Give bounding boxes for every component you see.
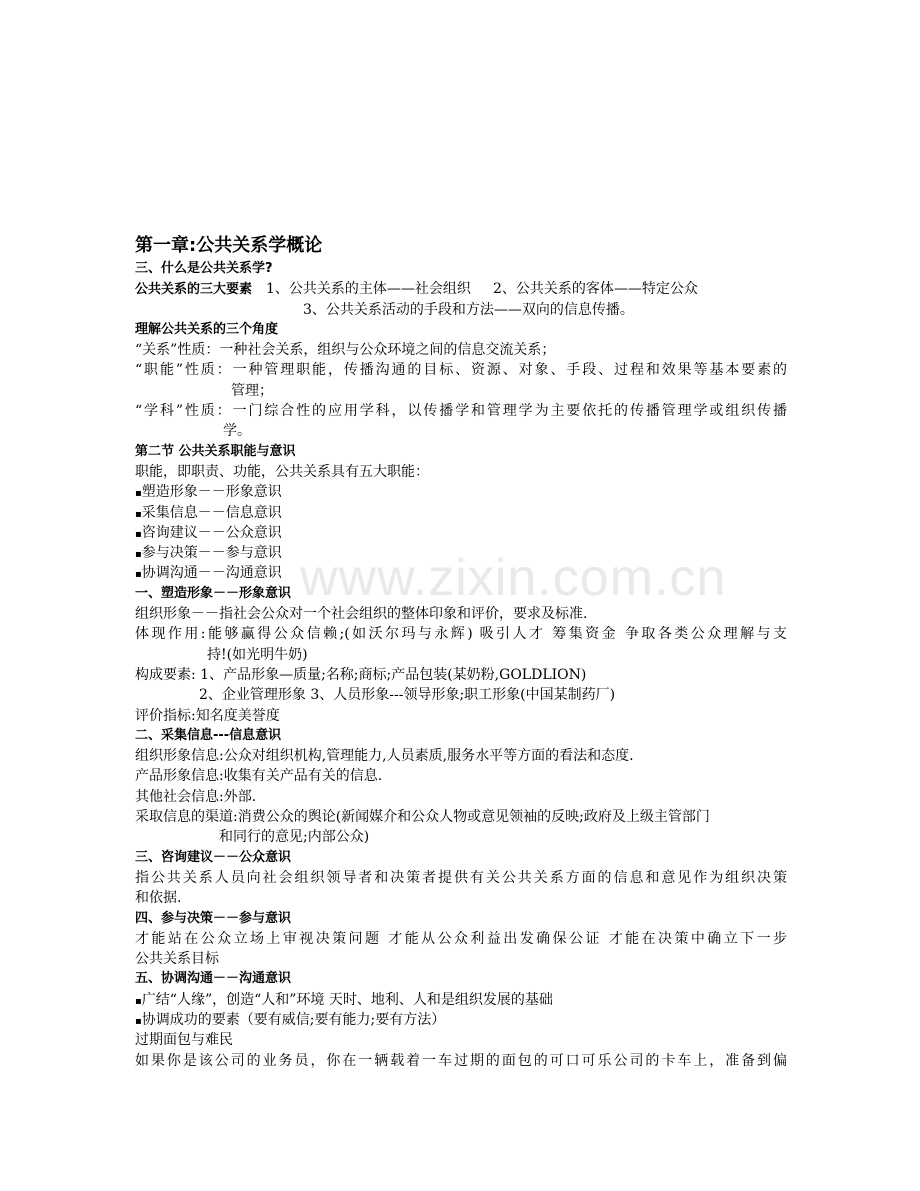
paragraph-line: 产品形象信息:收集有关产品有关的信息. xyxy=(135,768,383,785)
paragraph-line: 和同行的意见;内部公众) xyxy=(219,829,370,846)
bullet-icon: ▪ xyxy=(135,995,142,1007)
part1-heading: 一、塑造形象－－形象意识 xyxy=(135,585,292,601)
paragraph-line: 其他社会信息:外部. xyxy=(135,788,257,805)
paragraph-line: 指公共关系人员向社会组织领导者和决策者提供有关公共关系方面的信息和意见作为组织决策 xyxy=(135,869,787,886)
angle-function-cont: 管理； xyxy=(231,382,273,399)
function-item: ▪采集信息－－信息意识 xyxy=(135,504,282,521)
bullet-icon: ▪ xyxy=(135,569,142,581)
function-item: ▪塑造形象－－形象意识 xyxy=(135,484,282,501)
paragraph-line: 采取信息的渠道:消费公众的舆论(新闻媒介和公众人物或意见领袖的反映;政府及上级主管部门 xyxy=(135,809,710,826)
part2-heading: 二、采集信息---信息意识 xyxy=(135,727,282,743)
bullet-icon: ▪ xyxy=(135,528,142,540)
part3-heading: 三、咨询建议－－公众意识 xyxy=(135,849,292,865)
angle-relation: “关系”性质：一种社会关系，组织与公众环境之间的信息交流关系； xyxy=(135,342,556,359)
section2-heading: 第二节 公共关系职能与意识 xyxy=(135,443,296,459)
paragraph-line: 如果你是该公司的业务员，你在一辆载着一车过期的面包的可口可乐公司的卡车上，准备到偏 xyxy=(135,1052,787,1069)
paragraph-line: ▪广结“人缘”，创造“人和”环境 天时、地利、人和是组织发展的基础 xyxy=(135,991,553,1008)
bullet-icon: ▪ xyxy=(135,549,142,561)
part4-heading: 四、参与决策－－参与意识 xyxy=(135,910,292,926)
element-1: 1、公共关系的主体——社会组织 xyxy=(266,281,471,298)
section-heading-what-is-pr: 三、什么是公共关系学? xyxy=(135,261,273,276)
element-3: 3、公共关系活动的手段和方法——双向的信息传播。 xyxy=(303,301,634,318)
angle-function: “职能”性质：一种管理职能，传播沟通的目标、资源、对象、手段、过程和效果等基本要素的 xyxy=(135,362,787,379)
three-elements-line xyxy=(135,279,787,299)
document-page xyxy=(135,233,787,1071)
function-item: ▪咨询建议－－公众意识 xyxy=(135,524,282,541)
angle-discipline: “学科”性质：一门综合性的应用学科，以传播学和管理学为主要依托的传播管理学或组织传播 xyxy=(135,403,787,420)
paragraph-line: ▪协调成功的要素（要有威信;要有能力;要有方法） xyxy=(135,1011,446,1028)
angle-discipline-cont: 学。 xyxy=(223,423,251,440)
function-item: ▪协调沟通－－沟通意识 xyxy=(135,565,282,582)
paragraph-line: 组织形象信息:公众对组织机构,管理能力,人员素质,服务水平等方面的看法和态度. xyxy=(135,748,634,765)
function-item: ▪参与决策－－参与意识 xyxy=(135,545,282,562)
paragraph-line: 体现作用:能够赢得公众信赖;(如沃尔玛与永辉) 吸引人才 筹集资金 争取各类公众理解与支 xyxy=(135,626,787,643)
section2-intro: 职能，即职责、功能，公共关系具有五大职能： xyxy=(135,463,429,480)
paragraph-line: 构成要素: 1、产品形象—质量;名称;商标;产品包装(某奶粉,GOLDLION) xyxy=(135,666,587,683)
angles-heading: 理解公共关系的三个角度 xyxy=(135,321,279,337)
three-elements-label: 公共关系的三大要素 xyxy=(135,282,253,298)
paragraph-line: 组织形象－－指社会公众对一个社会组织的整体印象和评价，要求及标准. xyxy=(135,606,588,623)
paragraph-line: 过期面包与难民 xyxy=(135,1032,233,1049)
paragraph-line: 评价指标:知名度美誉度 xyxy=(135,707,280,724)
paragraph-line: 公共关系目标 xyxy=(135,951,219,968)
chapter-title: 第一章:公共关系学概论 xyxy=(135,235,323,256)
paragraph-line: 和依据. xyxy=(135,890,182,907)
bullet-icon: ▪ xyxy=(135,508,142,520)
element-2: 2、公共关系的客体——特定公众 xyxy=(492,281,698,298)
paragraph-line: 持!(如光明牛奶) xyxy=(207,646,308,663)
paragraph-line: 才能站在公众立场上审视决策问题 才能从公众利益出发确保公证 才能在决策中确立下一步 xyxy=(135,930,787,947)
part5-heading: 五、协调沟通－－沟通意识 xyxy=(135,971,292,987)
paragraph-line: 2、企业管理形象 3、人员形象---领导形象;职工形象(中国某制药厂) xyxy=(199,687,616,704)
bullet-icon: ▪ xyxy=(135,488,142,500)
bullet-icon: ▪ xyxy=(135,1015,142,1027)
watermark: www.zixin.com.cn xyxy=(300,549,727,607)
